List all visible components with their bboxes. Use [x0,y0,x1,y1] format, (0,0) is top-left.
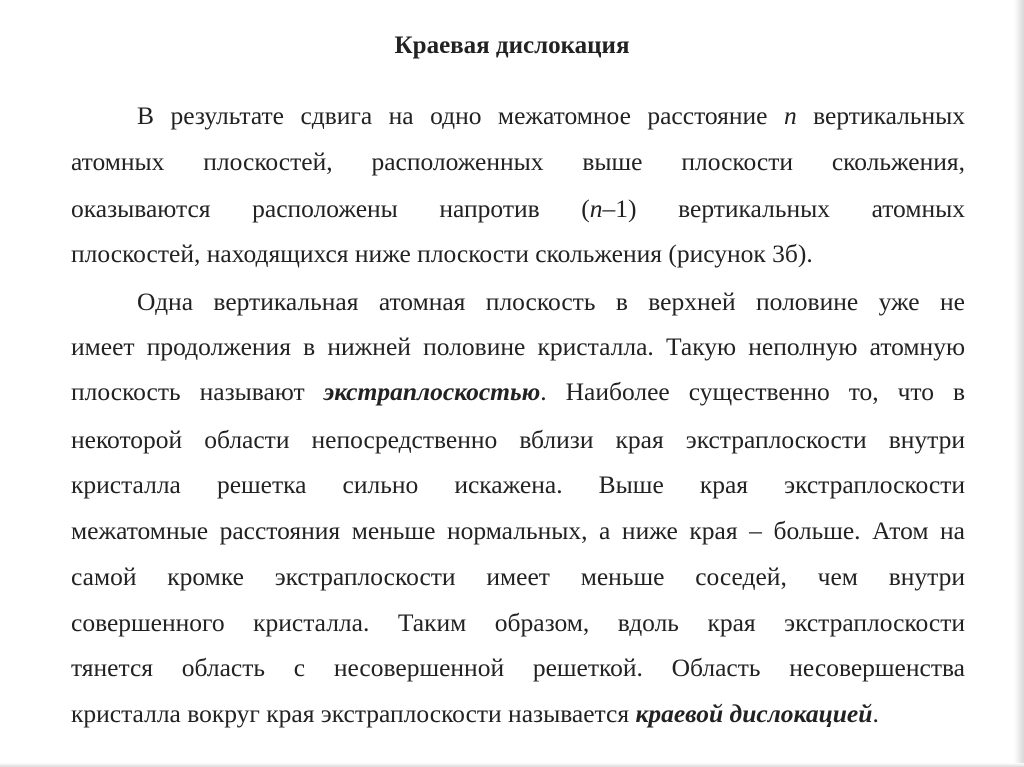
line-text: вертикальных [796,101,966,130]
page-edge-shadow-right [1014,0,1024,767]
line-text: оказываются расположены напротив ( [71,194,590,223]
line-text: . Наиболее существенно то, что в [540,377,965,406]
page-title: Краевая дислокация [394,32,630,59]
paragraph-line [71,372,965,412]
paragraph-line: самой кромке экстраплоскости имеет меньше соседей, чем внутри [71,562,965,591]
paragraph-line: кристалла решетка сильно искажена. Выше края экстраплоскости [71,470,965,499]
paragraph-line: Одна вертикальная атомная плоскость в верхней половине уже не [137,287,965,316]
math-variable-n: n [589,194,603,223]
paragraph-line: некоторой области непосредственно вблизи края экстраплоскости внутри [71,425,965,454]
line-text: В результате сдвига на одно межатомное расстояние [137,101,784,130]
page-edge-shadow-bottom [0,763,1024,767]
paragraph-line: плоскостей, находящихся ниже плоскости скольжения (рисунок 3б). [71,239,813,268]
paragraph-line [71,694,965,734]
term-edge-dislocation: краевой дислокацией [635,699,873,728]
paragraph-line: межатомные расстояния меньше нормальных, а ниже края – больше. Атом на [71,516,965,545]
paragraph-line: тянется область с несовершенной решеткой. Область несовершенства [71,653,965,682]
paragraph-line: имеет продолжения в нижней половине кристалла. Такую неполную атомную [71,332,965,361]
paragraph-line [71,189,965,229]
line-text: . [872,699,879,728]
line-text: –1) вертикальных атомных [602,194,965,223]
line-text: кристалла вокруг края экстраплоскости называется [71,699,636,728]
paragraph-line: атомных плоскостей, расположенных выше плоскости скольжения, [71,147,965,176]
math-variable-n: n [783,101,797,130]
line-text: плоскость называют [71,377,324,406]
term-extraplane: экстраплоскостью [323,377,541,406]
paragraph-line: совершенного кристалла. Таким образом, вдоль края экстраплоскости [71,608,965,637]
paragraph-line [137,96,965,136]
